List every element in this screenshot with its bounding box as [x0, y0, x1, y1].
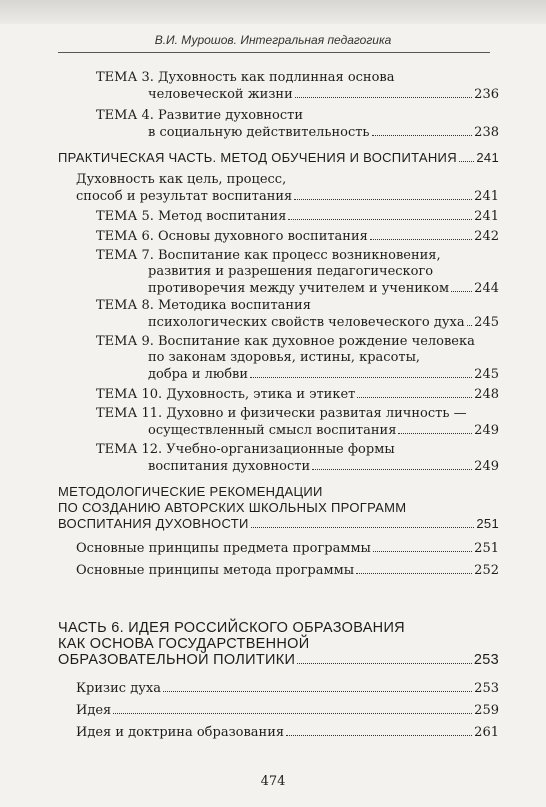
toc-entry-line: [58, 516, 499, 532]
toc-entry-line: [58, 442, 499, 458]
toc-entry-line: [58, 484, 499, 500]
toc-entry-line: [58, 298, 499, 314]
toc-entry: [58, 724, 499, 741]
toc-entry-title: человеческой жизни: [148, 87, 293, 102]
dot-leader: [250, 366, 472, 378]
toc-entry-title: КАК ОСНОВА ГОСУДАРСТВЕННОЙ: [58, 636, 310, 652]
toc-entry-title: ТЕМА 7. Воспитание как процесс возникновения,: [96, 248, 441, 263]
toc-entry-title: ТЕМА 5. Метод воспитания: [96, 209, 287, 224]
toc-entry-line: [58, 208, 499, 225]
toc-entry-line: [58, 458, 499, 475]
toc-entry: [58, 334, 499, 383]
toc-entry: [58, 386, 499, 403]
toc-entry-title: МЕТОДОЛОГИЧЕСКИЕ РЕКОМЕНДАЦИИ: [58, 484, 323, 499]
toc-entry: [58, 228, 499, 245]
toc-entry-title: Идея и доктрина образования: [76, 725, 285, 740]
toc-entry-line: [58, 86, 499, 103]
toc-page-number: 241: [474, 209, 499, 224]
toc-entry: [58, 298, 499, 331]
toc-entry-line: [58, 702, 499, 719]
toc-entry-line: [58, 280, 499, 297]
toc-entry: [58, 406, 499, 439]
toc-entry-line: [58, 386, 499, 403]
toc-entry-line: [58, 636, 499, 652]
dot-leader: [294, 188, 472, 200]
toc-entry-title: ТЕМА 4. Развитие духовности: [96, 108, 303, 123]
toc-entry: [58, 108, 499, 141]
toc-entry: [58, 484, 499, 532]
dot-leader: [288, 208, 472, 220]
dot-leader: [295, 86, 472, 98]
toc-entry: [58, 442, 499, 475]
dot-leader: [373, 540, 472, 552]
page-number: 474: [260, 774, 286, 789]
toc-entry: [58, 702, 499, 719]
toc-entry-title: воспитания духовности: [148, 459, 311, 474]
toc-entry-line: [58, 108, 499, 124]
toc-page-number: 249: [474, 459, 499, 474]
dot-leader: [113, 702, 472, 714]
toc-entry-line: [58, 188, 499, 205]
toc-page-number: 236: [474, 87, 499, 102]
toc-entry-line: [58, 652, 499, 668]
toc-entry-title: психологических свойств человеческого духа: [148, 315, 465, 330]
toc-entry-title: ТЕМА 3. Духовность как подлинная основа: [96, 70, 395, 85]
toc-entry-title: в социальную действительность: [148, 125, 370, 140]
toc-entry: [58, 620, 499, 668]
toc-entry-line: [58, 620, 499, 636]
dot-leader: [459, 150, 475, 162]
dot-leader: [163, 680, 472, 692]
toc-entry: [58, 70, 499, 103]
toc-entry: [58, 208, 499, 225]
toc-entry-title: Духовность как цель, процесс,: [76, 172, 287, 187]
toc-entry-title: Основные принципы метода программы: [76, 563, 355, 578]
toc-entry-title: ТЕМА 6. Основы духовного воспитания: [96, 229, 368, 244]
toc-page-number: 244: [474, 281, 499, 296]
toc-entry-line: [58, 422, 499, 439]
toc-entry-title: осуществленный смысл воспитания: [148, 423, 397, 438]
toc-entry-line: [58, 366, 499, 383]
toc-entry-title: Кризис духа: [76, 681, 161, 696]
toc-entry-title: ПО СОЗДАНИЮ АВТОРСКИХ ШКОЛЬНЫХ ПРОГРАММ: [58, 500, 407, 515]
toc-entry-title: ЧАСТЬ 6. ИДЕЯ РОССИЙСКОГО ОБРАЗОВАНИЯ: [58, 620, 405, 636]
toc-entry-line: [58, 70, 499, 86]
toc-entry: [58, 248, 499, 297]
toc-page-number: 241: [476, 150, 499, 165]
toc-entry-title: способ и результат воспитания: [76, 189, 293, 204]
toc-entry-line: [58, 264, 499, 280]
toc-entry-line: [58, 228, 499, 245]
toc-entry: [58, 562, 499, 579]
toc-entry-title: противоречия между учителем и учеником: [148, 281, 450, 296]
toc-page-number: 238: [474, 125, 499, 140]
toc-page-number: 249: [474, 423, 499, 438]
toc-entry-title: ТЕМА 10. Духовность, этика и этикет: [96, 387, 356, 402]
toc-entry-title: ТЕМА 8. Методика воспитания: [96, 298, 311, 313]
toc-entry-title: ОБРАЗОВАТЕЛЬНОЙ ПОЛИТИКИ: [58, 652, 296, 668]
toc-entry-title: ТЕМА 9. Воспитание как духовное рождение человека: [96, 334, 475, 349]
dot-leader: [467, 314, 473, 326]
toc-entry: [58, 680, 499, 697]
dot-leader: [251, 516, 475, 528]
toc-entry: [58, 172, 499, 205]
toc-page-number: 252: [474, 563, 499, 578]
toc-entry-title: Идея: [76, 703, 112, 718]
dot-leader: [312, 458, 472, 470]
toc-page-number: 248: [474, 387, 499, 402]
toc-page-number: 259: [474, 703, 499, 718]
toc-entry-line: [58, 540, 499, 557]
dot-leader: [372, 124, 473, 136]
toc-entry-title: развития и разрешения педагогического: [148, 264, 434, 279]
toc-entry-line: [58, 334, 499, 350]
toc-entry-line: [58, 248, 499, 264]
toc-page-number: 241: [474, 189, 499, 204]
toc-entry-title: ТЕМА 12. Учебно-организационные формы: [96, 442, 395, 457]
dot-leader: [297, 652, 472, 664]
running-header: В.И. Мурошов. Интегральная педагогика: [154, 33, 392, 47]
toc-page-number: 251: [476, 516, 499, 531]
dot-leader: [356, 562, 472, 574]
toc-entry-line: [58, 406, 499, 422]
dot-leader: [286, 724, 472, 736]
toc-entry-title: ВОСПИТАНИЯ ДУХОВНОСТИ: [58, 516, 249, 531]
toc-entry-title: ПРАКТИЧЕСКАЯ ЧАСТЬ. МЕТОД ОБУЧЕНИЯ И ВОСПИТАНИЯ: [58, 150, 457, 165]
toc-page-number: 261: [474, 725, 499, 740]
toc-entry-title: Основные принципы предмета программы: [76, 541, 371, 556]
toc-entry: [58, 540, 499, 557]
toc-page-number: 245: [474, 315, 499, 330]
toc-page-number: 251: [474, 541, 499, 556]
toc-entry: [58, 150, 499, 166]
toc-entry-line: [58, 562, 499, 579]
toc-entry-line: [58, 314, 499, 331]
toc-entry-title: по законам здоровья, истины, красоты,: [148, 350, 421, 365]
toc-page-number: 253: [474, 681, 499, 696]
toc-entry-line: [58, 680, 499, 697]
toc-entry-title: ТЕМА 11. Духовно и физически развитая личность —: [96, 406, 467, 421]
toc-entry-line: [58, 500, 499, 516]
dot-leader: [357, 386, 472, 398]
toc-entry-line: [58, 724, 499, 741]
dot-leader: [451, 280, 472, 292]
toc-entry-line: [58, 172, 499, 188]
toc-entry-line: [58, 124, 499, 141]
toc-page-number: 253: [473, 652, 499, 668]
toc-entry-line: [58, 150, 499, 166]
dot-leader: [370, 228, 472, 240]
toc-entry-line: [58, 350, 499, 366]
toc-entry-title: добра и любви: [148, 367, 249, 382]
toc-page-number: 245: [474, 367, 499, 382]
dot-leader: [398, 422, 472, 434]
toc-page-number: 242: [474, 229, 499, 244]
